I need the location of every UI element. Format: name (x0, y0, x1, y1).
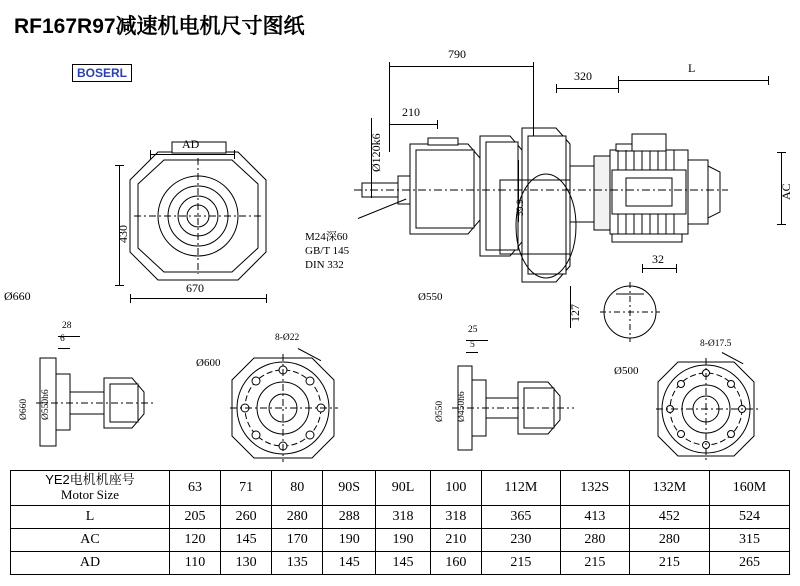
front-ad-dim-line (150, 154, 234, 155)
dim-AC-label: AC (779, 183, 793, 200)
front-width-label: 670 (186, 281, 204, 295)
page-title: RF167R97减速机电机尺寸图纸 (14, 15, 305, 38)
detail1-title: Ø660 (4, 289, 31, 303)
cell-AD-3: 145 (323, 551, 376, 574)
dim-32-tick-left (642, 264, 643, 273)
cell-AD-7: 215 (560, 551, 629, 574)
front-width-tick-left (130, 294, 131, 303)
cell-AC-0: 120 (170, 528, 221, 551)
front-width-tick-right (266, 294, 267, 303)
dim-5-label: 5 (470, 340, 475, 350)
row-label-AD: AD (11, 551, 170, 574)
cell-AD-4: 145 (376, 551, 431, 574)
dim-L-tick-right (768, 76, 769, 85)
detail4-title: Ø500 (614, 365, 639, 377)
thread-note-line3: DIN 332 (305, 259, 344, 271)
dim-AC-tick-top (777, 152, 786, 153)
dim-599-label: 59.9 (516, 199, 526, 216)
detail4-hole-spec: 8-Ø17.5 (700, 339, 732, 349)
table-header-label (11, 471, 170, 506)
cell-AC-9: 315 (709, 528, 789, 551)
table-col-9: 160M (709, 471, 789, 506)
table-col-3: 90S (323, 471, 376, 506)
dim-L-line (618, 80, 768, 81)
cell-L-8: 452 (629, 505, 709, 528)
front-ad-tick-left (150, 150, 151, 159)
dim-AC-tick-bottom (777, 224, 786, 225)
detail3-dia-450h6: Ø450h6 (457, 391, 467, 422)
cell-AD-2: 135 (272, 551, 323, 574)
cell-AC-2: 170 (272, 528, 323, 551)
dim-210-line (389, 124, 437, 125)
dim-210-label: 210 (402, 105, 420, 119)
thread-note-line1: M24深60 (305, 231, 348, 243)
cell-AD-0: 110 (170, 551, 221, 574)
dim-32-tick-right (676, 264, 677, 273)
cell-L-5: 318 (430, 505, 481, 528)
table-col-0: 63 (170, 471, 221, 506)
front-ad-label: AD (182, 137, 200, 151)
dim-320-label: 320 (574, 69, 592, 83)
dim-790-ext-right (533, 66, 534, 136)
dim-790-label: 790 (448, 47, 466, 61)
dim-25-label: 25 (468, 325, 478, 335)
cell-AC-8: 280 (629, 528, 709, 551)
cell-AD-6: 215 (481, 551, 560, 574)
dim-L-label: L (688, 61, 696, 75)
main-flange-dia-label: Ø550 (418, 291, 443, 303)
cell-AC-6: 230 (481, 528, 560, 551)
dim-320-tick-right (618, 84, 619, 93)
dim-32-label: 32 (652, 252, 664, 266)
dim-320-tick-left (556, 84, 557, 93)
cell-AC-7: 280 (560, 528, 629, 551)
cell-L-3: 288 (323, 505, 376, 528)
cell-AC-1: 145 (221, 528, 272, 551)
detail2-title: Ø600 (196, 357, 221, 369)
table-col-5: 100 (430, 471, 481, 506)
row-label-AC: AC (11, 528, 170, 551)
dim-320-line (556, 88, 618, 89)
table-header-row (11, 471, 790, 506)
dim-6-label: 6 (60, 334, 65, 344)
table-header-label-en: Motor Size (60, 486, 120, 502)
row-label-L: L (11, 505, 170, 528)
brand-logo: BOSERL (72, 64, 132, 82)
dim-790-ext-left (389, 66, 390, 152)
spec-table-wrap (10, 470, 790, 575)
table-col-1: 71 (221, 471, 272, 506)
cell-L-7: 413 (560, 505, 629, 528)
cell-L-0: 205 (170, 505, 221, 528)
cell-AD-1: 130 (221, 551, 272, 574)
table-col-2: 80 (272, 471, 323, 506)
cell-L-9: 524 (709, 505, 789, 528)
front-width-dim-line (130, 298, 266, 299)
cell-AD-9: 265 (709, 551, 789, 574)
cell-AC-5: 210 (430, 528, 481, 551)
cell-AC-3: 190 (323, 528, 376, 551)
table-row (11, 551, 790, 574)
detail1-dia-550h6: Ø550h6 (41, 389, 51, 420)
dim-790-line (389, 66, 533, 67)
dim-210-tick-left (389, 120, 390, 129)
dim-28-label: 28 (62, 321, 72, 331)
table-col-6: 112M (481, 471, 560, 506)
table-col-7: 132S (560, 471, 629, 506)
cell-L-1: 260 (221, 505, 272, 528)
front-height-label: 430 (116, 225, 130, 243)
table-row (11, 528, 790, 551)
detail3-dia-550: Ø550 (435, 400, 445, 422)
cell-L-2: 280 (272, 505, 323, 528)
dim-6-line (58, 348, 70, 349)
table-col-4: 90L (376, 471, 431, 506)
thread-note-line2: GB/T 145 (305, 245, 350, 257)
detail1-dia-660: Ø660 (19, 398, 29, 420)
cell-L-6: 365 (481, 505, 560, 528)
front-height-tick-top (115, 165, 124, 166)
spec-table (10, 470, 790, 575)
dim-210-tick-right (437, 120, 438, 129)
dim-127-label: 127 (568, 304, 582, 322)
table-col-8: 132M (629, 471, 709, 506)
front-ad-tick-right (234, 150, 235, 159)
detail2-hole-spec: 8-Ø22 (275, 333, 300, 343)
table-row (11, 505, 790, 528)
cell-L-4: 318 (376, 505, 431, 528)
table-header-label-cn: YE2电机机座号 (45, 472, 135, 487)
cell-AD-5: 160 (430, 551, 481, 574)
dim-5-line (466, 352, 478, 353)
dim-shaft-dia-label: Ø120k6 (369, 133, 383, 172)
cell-AC-4: 190 (376, 528, 431, 551)
cell-AD-8: 215 (629, 551, 709, 574)
dim-32-line (642, 268, 676, 269)
dim-L-tick-left (618, 76, 619, 85)
front-height-tick-bottom (115, 285, 124, 286)
